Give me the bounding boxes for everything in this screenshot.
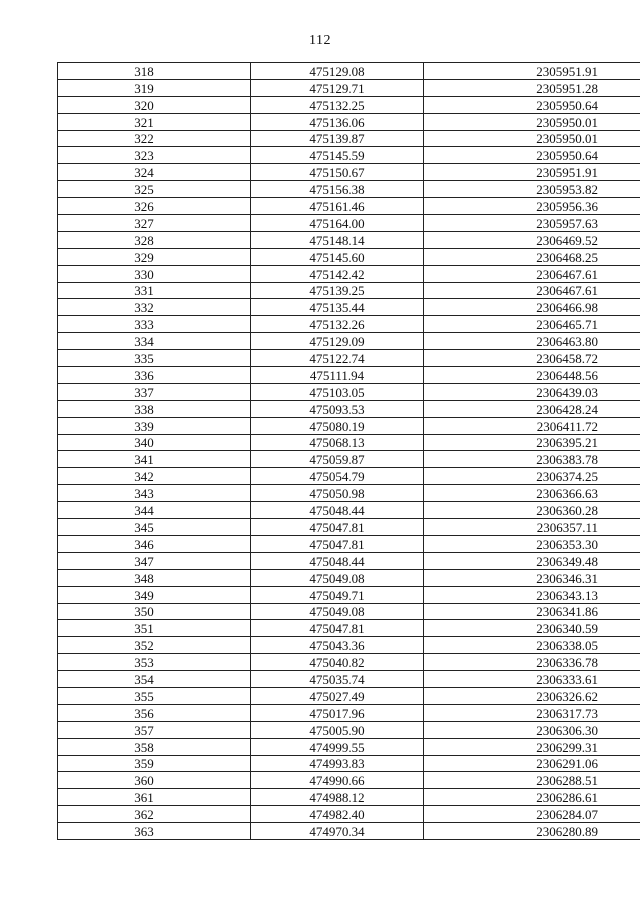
table-row	[58, 789, 640, 806]
point-number-cell: 363	[58, 823, 251, 840]
table-row	[58, 451, 640, 468]
y-coordinate-cell: 2306280.89	[424, 823, 640, 840]
y-coordinate-cell: 2306366.63	[424, 485, 640, 502]
x-coordinate-cell: 475068.13	[251, 434, 424, 451]
y-coordinate-cell: 2305956.36	[424, 198, 640, 215]
x-coordinate-cell: 475035.74	[251, 671, 424, 688]
y-coordinate-cell: 2306360.28	[424, 502, 640, 519]
y-coordinate-cell: 2306336.78	[424, 654, 640, 671]
table-row	[58, 569, 640, 586]
x-coordinate-cell: 475148.14	[251, 231, 424, 248]
y-coordinate-cell: 2305951.91	[424, 63, 640, 80]
table-row	[58, 63, 640, 80]
y-coordinate-cell: 2306291.06	[424, 755, 640, 772]
point-number-cell: 327	[58, 215, 251, 232]
x-coordinate-cell: 475132.26	[251, 316, 424, 333]
y-coordinate-cell: 2306383.78	[424, 451, 640, 468]
point-number-cell: 344	[58, 502, 251, 519]
table-row	[58, 248, 640, 265]
table-row	[58, 367, 640, 384]
point-number-cell: 323	[58, 147, 251, 164]
y-coordinate-cell: 2306467.61	[424, 282, 640, 299]
point-number-cell: 348	[58, 569, 251, 586]
point-number-cell: 328	[58, 231, 251, 248]
y-coordinate-cell: 2306466.98	[424, 299, 640, 316]
x-coordinate-cell: 475017.96	[251, 704, 424, 721]
table-row	[58, 299, 640, 316]
y-coordinate-cell: 2306299.31	[424, 738, 640, 755]
point-number-cell: 357	[58, 721, 251, 738]
coordinates-table-body	[58, 63, 640, 840]
x-coordinate-cell: 474993.83	[251, 755, 424, 772]
table-row	[58, 485, 640, 502]
y-coordinate-cell: 2306326.62	[424, 687, 640, 704]
table-row	[58, 502, 640, 519]
x-coordinate-cell: 475040.82	[251, 654, 424, 671]
point-number-cell: 319	[58, 79, 251, 96]
table-row	[58, 823, 640, 840]
y-coordinate-cell: 2306428.24	[424, 400, 640, 417]
y-coordinate-cell: 2305950.01	[424, 113, 640, 130]
x-coordinate-cell: 475048.44	[251, 502, 424, 519]
y-coordinate-cell: 2306317.73	[424, 704, 640, 721]
point-number-cell: 334	[58, 333, 251, 350]
y-coordinate-cell: 2305951.91	[424, 164, 640, 181]
x-coordinate-cell: 475135.44	[251, 299, 424, 316]
x-coordinate-cell: 475129.09	[251, 333, 424, 350]
point-number-cell: 347	[58, 552, 251, 569]
y-coordinate-cell: 2306448.56	[424, 367, 640, 384]
x-coordinate-cell: 474970.34	[251, 823, 424, 840]
x-coordinate-cell: 475049.08	[251, 603, 424, 620]
table-row	[58, 181, 640, 198]
table-row	[58, 282, 640, 299]
point-number-cell: 362	[58, 806, 251, 823]
x-coordinate-cell: 475142.42	[251, 265, 424, 282]
table-row	[58, 806, 640, 823]
y-coordinate-cell: 2306468.25	[424, 248, 640, 265]
y-coordinate-cell: 2305953.82	[424, 181, 640, 198]
y-coordinate-cell: 2305951.28	[424, 79, 640, 96]
y-coordinate-cell: 2306341.86	[424, 603, 640, 620]
x-coordinate-cell: 475156.38	[251, 181, 424, 198]
point-number-cell: 336	[58, 367, 251, 384]
table-row	[58, 198, 640, 215]
x-coordinate-cell: 475129.08	[251, 63, 424, 80]
x-coordinate-cell: 474990.66	[251, 772, 424, 789]
table-row	[58, 755, 640, 772]
x-coordinate-cell: 475122.74	[251, 350, 424, 367]
point-number-cell: 343	[58, 485, 251, 502]
y-coordinate-cell: 2306458.72	[424, 350, 640, 367]
x-coordinate-cell: 475139.25	[251, 282, 424, 299]
x-coordinate-cell: 475093.53	[251, 400, 424, 417]
x-coordinate-cell: 475059.87	[251, 451, 424, 468]
x-coordinate-cell: 475027.49	[251, 687, 424, 704]
x-coordinate-cell: 475049.71	[251, 586, 424, 603]
y-coordinate-cell: 2306346.31	[424, 569, 640, 586]
table-row	[58, 417, 640, 434]
point-number-cell: 349	[58, 586, 251, 603]
x-coordinate-cell: 475103.05	[251, 383, 424, 400]
point-number-cell: 340	[58, 434, 251, 451]
point-number-cell: 354	[58, 671, 251, 688]
table-row	[58, 96, 640, 113]
point-number-cell: 345	[58, 519, 251, 536]
table-row	[58, 383, 640, 400]
point-number-cell: 341	[58, 451, 251, 468]
page-number: 112	[309, 33, 331, 48]
table-row	[58, 586, 640, 603]
table-row	[58, 147, 640, 164]
x-coordinate-cell: 475049.08	[251, 569, 424, 586]
x-coordinate-cell: 474988.12	[251, 789, 424, 806]
y-coordinate-cell: 2306343.13	[424, 586, 640, 603]
table-row	[58, 215, 640, 232]
point-number-cell: 326	[58, 198, 251, 215]
y-coordinate-cell: 2306357.11	[424, 519, 640, 536]
y-coordinate-cell: 2306338.05	[424, 637, 640, 654]
table-row	[58, 113, 640, 130]
table-row	[58, 738, 640, 755]
point-number-cell: 333	[58, 316, 251, 333]
y-coordinate-cell: 2306469.52	[424, 231, 640, 248]
point-number-cell: 356	[58, 704, 251, 721]
y-coordinate-cell: 2305950.64	[424, 147, 640, 164]
y-coordinate-cell: 2306439.03	[424, 383, 640, 400]
point-number-cell: 353	[58, 654, 251, 671]
point-number-cell: 325	[58, 181, 251, 198]
table-row	[58, 231, 640, 248]
x-coordinate-cell: 475150.67	[251, 164, 424, 181]
table-row	[58, 721, 640, 738]
point-number-cell: 360	[58, 772, 251, 789]
x-coordinate-cell: 475164.00	[251, 215, 424, 232]
table-row	[58, 130, 640, 147]
x-coordinate-cell: 475111.94	[251, 367, 424, 384]
y-coordinate-cell: 2306306.30	[424, 721, 640, 738]
x-coordinate-cell: 475132.25	[251, 96, 424, 113]
point-number-cell: 350	[58, 603, 251, 620]
table-row	[58, 620, 640, 637]
y-coordinate-cell: 2305957.63	[424, 215, 640, 232]
table-row	[58, 434, 640, 451]
y-coordinate-cell: 2306411.72	[424, 417, 640, 434]
x-coordinate-cell: 474982.40	[251, 806, 424, 823]
table-row	[58, 637, 640, 654]
table-row	[58, 519, 640, 536]
point-number-cell: 342	[58, 468, 251, 485]
x-coordinate-cell: 475136.06	[251, 113, 424, 130]
point-number-cell: 331	[58, 282, 251, 299]
point-number-cell: 322	[58, 130, 251, 147]
table-row	[58, 265, 640, 282]
x-coordinate-cell: 475054.79	[251, 468, 424, 485]
x-coordinate-cell: 475005.90	[251, 721, 424, 738]
point-number-cell: 351	[58, 620, 251, 637]
y-coordinate-cell: 2306395.21	[424, 434, 640, 451]
y-coordinate-cell: 2306463.80	[424, 333, 640, 350]
point-number-cell: 332	[58, 299, 251, 316]
point-number-cell: 324	[58, 164, 251, 181]
table-row	[58, 772, 640, 789]
table-row	[58, 333, 640, 350]
x-coordinate-cell: 475050.98	[251, 485, 424, 502]
x-coordinate-cell: 475145.60	[251, 248, 424, 265]
y-coordinate-cell: 2306465.71	[424, 316, 640, 333]
x-coordinate-cell: 475047.81	[251, 620, 424, 637]
table-row	[58, 603, 640, 620]
x-coordinate-cell: 475139.87	[251, 130, 424, 147]
x-coordinate-cell: 475129.71	[251, 79, 424, 96]
point-number-cell: 358	[58, 738, 251, 755]
table-row	[58, 535, 640, 552]
point-number-cell: 335	[58, 350, 251, 367]
table-row	[58, 687, 640, 704]
table-row	[58, 400, 640, 417]
y-coordinate-cell: 2306340.59	[424, 620, 640, 637]
table-row	[58, 671, 640, 688]
table-row	[58, 468, 640, 485]
y-coordinate-cell: 2306349.48	[424, 552, 640, 569]
point-number-cell: 361	[58, 789, 251, 806]
coordinates-table	[57, 62, 640, 840]
y-coordinate-cell: 2306333.61	[424, 671, 640, 688]
y-coordinate-cell: 2306284.07	[424, 806, 640, 823]
point-number-cell: 355	[58, 687, 251, 704]
y-coordinate-cell: 2306286.61	[424, 789, 640, 806]
table-row	[58, 79, 640, 96]
point-number-cell: 318	[58, 63, 251, 80]
point-number-cell: 330	[58, 265, 251, 282]
y-coordinate-cell: 2306467.61	[424, 265, 640, 282]
table-row	[58, 654, 640, 671]
point-number-cell: 329	[58, 248, 251, 265]
x-coordinate-cell: 475047.81	[251, 519, 424, 536]
point-number-cell: 346	[58, 535, 251, 552]
y-coordinate-cell: 2305950.64	[424, 96, 640, 113]
y-coordinate-cell: 2306353.30	[424, 535, 640, 552]
x-coordinate-cell: 474999.55	[251, 738, 424, 755]
x-coordinate-cell: 475145.59	[251, 147, 424, 164]
table-row	[58, 704, 640, 721]
x-coordinate-cell: 475047.81	[251, 535, 424, 552]
x-coordinate-cell: 475048.44	[251, 552, 424, 569]
point-number-cell: 359	[58, 755, 251, 772]
table-row	[58, 552, 640, 569]
y-coordinate-cell: 2305950.01	[424, 130, 640, 147]
y-coordinate-cell: 2306288.51	[424, 772, 640, 789]
table-row	[58, 316, 640, 333]
point-number-cell: 337	[58, 383, 251, 400]
table-row	[58, 164, 640, 181]
x-coordinate-cell: 475161.46	[251, 198, 424, 215]
point-number-cell: 338	[58, 400, 251, 417]
x-coordinate-cell: 475043.36	[251, 637, 424, 654]
x-coordinate-cell: 475080.19	[251, 417, 424, 434]
point-number-cell: 321	[58, 113, 251, 130]
point-number-cell: 320	[58, 96, 251, 113]
y-coordinate-cell: 2306374.25	[424, 468, 640, 485]
point-number-cell: 352	[58, 637, 251, 654]
point-number-cell: 339	[58, 417, 251, 434]
table-row	[58, 350, 640, 367]
